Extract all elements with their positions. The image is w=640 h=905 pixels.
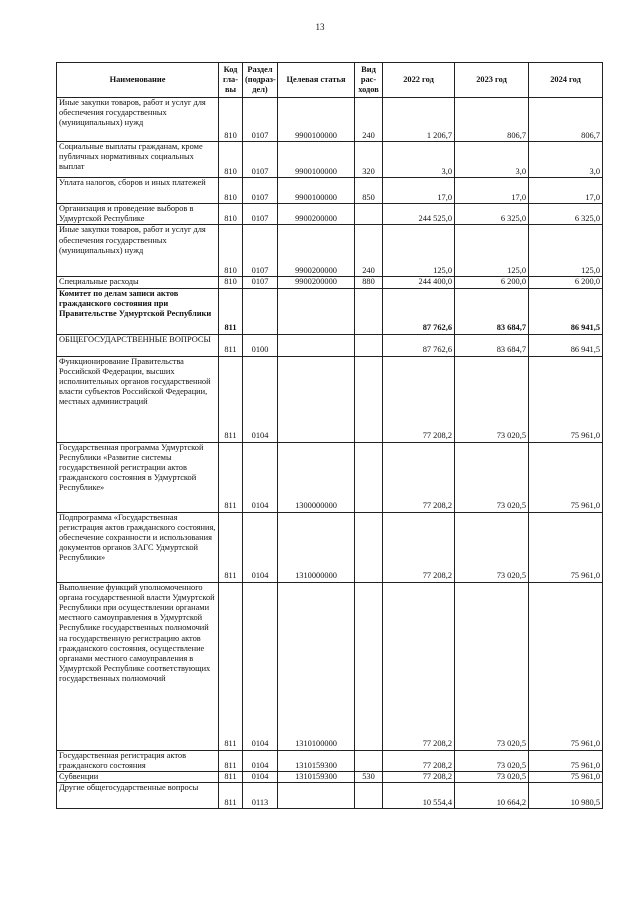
row-code: 811	[219, 582, 243, 750]
row-code: 810	[219, 225, 243, 277]
row-2024: 75 961,0	[529, 512, 603, 582]
row-section: 0104	[243, 750, 278, 771]
row-2022: 77 208,2	[383, 772, 455, 783]
table-row	[57, 750, 603, 771]
row-code: 811	[219, 783, 243, 809]
row-target: 9900100000	[278, 142, 355, 178]
row-2024: 75 961,0	[529, 356, 603, 442]
row-2024: 75 961,0	[529, 772, 603, 783]
table-row	[57, 356, 603, 442]
row-2023: 73 020,5	[455, 772, 529, 783]
row-name: Государственная регистрация актов гражданского состояния	[57, 750, 219, 771]
row-name: Другие общегосударственные вопросы	[57, 783, 219, 809]
row-2022: 77 208,2	[383, 582, 455, 750]
row-2022: 77 208,2	[383, 750, 455, 771]
header-name: Наименование	[57, 63, 219, 98]
row-2022: 87 762,6	[383, 334, 455, 356]
row-2022: 77 208,2	[383, 442, 455, 512]
row-2023: 10 664,2	[455, 783, 529, 809]
row-code: 810	[219, 178, 243, 204]
row-kind	[355, 204, 383, 225]
budget-table	[56, 62, 603, 809]
row-kind	[355, 512, 383, 582]
row-target: 9900200000	[278, 204, 355, 225]
row-kind: 240	[355, 98, 383, 142]
row-2022: 10 554,4	[383, 783, 455, 809]
row-2022: 17,0	[383, 178, 455, 204]
table-row	[57, 98, 603, 142]
header-2023: 2023 год	[455, 63, 529, 98]
row-2024: 17,0	[529, 178, 603, 204]
row-section: 0100	[243, 334, 278, 356]
row-2024: 86 941,5	[529, 334, 603, 356]
row-kind: 880	[355, 277, 383, 288]
row-target	[278, 356, 355, 442]
row-code: 810	[219, 277, 243, 288]
row-2024: 3,0	[529, 142, 603, 178]
row-name: Иные закупки товаров, работ и услуг для обеспечения государственных (муниципальных) нужд	[57, 98, 219, 142]
row-kind: 240	[355, 225, 383, 277]
row-section: 0113	[243, 783, 278, 809]
row-target	[278, 334, 355, 356]
table-row	[57, 142, 603, 178]
row-2024: 806,7	[529, 98, 603, 142]
row-kind	[355, 750, 383, 771]
row-name: Подпрограмма «Государственная регистрация актов гражданского состояния, обеспечение сохранности и использования документов органов ЗАГС Удмуртской Республики»	[57, 512, 219, 582]
row-2024: 10 980,5	[529, 783, 603, 809]
row-target: 9900200000	[278, 225, 355, 277]
row-2022: 244 400,0	[383, 277, 455, 288]
row-name: Субвенции	[57, 772, 219, 783]
row-kind	[355, 356, 383, 442]
header-kind: Вид рас- ходов	[355, 63, 383, 98]
row-kind	[355, 442, 383, 512]
row-2023: 73 020,5	[455, 582, 529, 750]
table-row	[57, 334, 603, 356]
row-kind: 850	[355, 178, 383, 204]
row-kind: 530	[355, 772, 383, 783]
row-2023: 83 684,7	[455, 334, 529, 356]
row-section: 0107	[243, 277, 278, 288]
row-target: 1310159300	[278, 750, 355, 771]
row-2022: 125,0	[383, 225, 455, 277]
row-2023: 73 020,5	[455, 512, 529, 582]
header-target: Целевая статья	[278, 63, 355, 98]
table-row	[57, 582, 603, 750]
row-2023: 806,7	[455, 98, 529, 142]
row-2024: 86 941,5	[529, 288, 603, 334]
row-code: 811	[219, 442, 243, 512]
row-code: 811	[219, 512, 243, 582]
row-2023: 83 684,7	[455, 288, 529, 334]
row-target: 1310100000	[278, 582, 355, 750]
row-2024: 75 961,0	[529, 750, 603, 771]
row-code: 810	[219, 98, 243, 142]
row-2023: 73 020,5	[455, 750, 529, 771]
table-header-row	[57, 63, 603, 98]
table-row	[57, 204, 603, 225]
table-body	[57, 98, 603, 809]
row-2023: 6 325,0	[455, 204, 529, 225]
header-2024: 2024 год	[529, 63, 603, 98]
row-2023: 3,0	[455, 142, 529, 178]
table-row	[57, 772, 603, 783]
row-code: 811	[219, 288, 243, 334]
row-code: 811	[219, 772, 243, 783]
row-section: 0104	[243, 356, 278, 442]
table-row	[57, 512, 603, 582]
row-2024: 125,0	[529, 225, 603, 277]
row-2023: 125,0	[455, 225, 529, 277]
row-kind: 320	[355, 142, 383, 178]
row-code: 810	[219, 142, 243, 178]
row-name: Уплата налогов, сборов и иных платежей	[57, 178, 219, 204]
row-section: 0107	[243, 98, 278, 142]
header-2022: 2022 год	[383, 63, 455, 98]
row-name: Организация и проведение выборов в Удмуртской Республике	[57, 204, 219, 225]
row-kind	[355, 582, 383, 750]
row-name: ОБЩЕГОСУДАРСТВЕННЫЕ ВОПРОСЫ	[57, 334, 219, 356]
row-2022: 87 762,6	[383, 288, 455, 334]
row-2024: 75 961,0	[529, 442, 603, 512]
row-target	[278, 288, 355, 334]
row-name: Функционирование Правительства Российской Федерации, высших исполнительных органов государственной власти субъектов Российской Федерации, местных администраций	[57, 356, 219, 442]
row-name: Специальные расходы	[57, 277, 219, 288]
row-2022: 244 525,0	[383, 204, 455, 225]
row-name: Социальные выплаты гражданам, кроме публичных нормативных социальных выплат	[57, 142, 219, 178]
row-target: 1300000000	[278, 442, 355, 512]
row-code: 810	[219, 204, 243, 225]
row-target: 9900100000	[278, 178, 355, 204]
row-target: 9900200000	[278, 277, 355, 288]
row-section: 0104	[243, 772, 278, 783]
row-kind	[355, 288, 383, 334]
row-kind	[355, 334, 383, 356]
row-section: 0104	[243, 512, 278, 582]
table-row	[57, 277, 603, 288]
table-row	[57, 178, 603, 204]
row-2024: 6 200,0	[529, 277, 603, 288]
header-section: Раздел (подраз- дел)	[243, 63, 278, 98]
row-2023: 17,0	[455, 178, 529, 204]
row-2023: 6 200,0	[455, 277, 529, 288]
row-section: 0107	[243, 204, 278, 225]
row-target: 1310000000	[278, 512, 355, 582]
row-2024: 6 325,0	[529, 204, 603, 225]
row-2022: 77 208,2	[383, 356, 455, 442]
row-section: 0107	[243, 142, 278, 178]
row-target: 1310159300	[278, 772, 355, 783]
row-name: Комитет по делам записи актов гражданского состояния при Правительстве Удмуртской Республики	[57, 288, 219, 334]
row-kind	[355, 783, 383, 809]
row-2022: 3,0	[383, 142, 455, 178]
row-target	[278, 783, 355, 809]
row-section: 0107	[243, 225, 278, 277]
row-name: Выполнение функций уполномоченного органа государственной власти Удмуртской Республики при осуществлении органами местного самоуправления в Удмуртской Республике государственных полномочий на государственную регистрацию актов гражданского состояния, осуществление органами местного самоуправления в Удмуртской Республике соответствующих государственных полномочий	[57, 582, 219, 750]
row-name: Иные закупки товаров, работ и услуг для обеспечения государственных (муниципальных) нужд	[57, 225, 219, 277]
row-target: 9900100000	[278, 98, 355, 142]
table-row	[57, 225, 603, 277]
row-2023: 73 020,5	[455, 356, 529, 442]
row-section: 0104	[243, 582, 278, 750]
row-code: 811	[219, 356, 243, 442]
row-2022: 77 208,2	[383, 512, 455, 582]
row-2023: 73 020,5	[455, 442, 529, 512]
row-2022: 1 206,7	[383, 98, 455, 142]
row-section: 0107	[243, 178, 278, 204]
row-name: Государственная программа Удмуртской Республики «Развитие системы государственной регистрации актов гражданского состояния в Удмуртской Республике»	[57, 442, 219, 512]
table-row	[57, 783, 603, 809]
row-code: 811	[219, 750, 243, 771]
row-section	[243, 288, 278, 334]
page-number: 13	[315, 22, 325, 32]
row-2024: 75 961,0	[529, 582, 603, 750]
header-code: Код гла- вы	[219, 63, 243, 98]
row-code: 811	[219, 334, 243, 356]
row-section: 0104	[243, 442, 278, 512]
table-row	[57, 442, 603, 512]
table-row	[57, 288, 603, 334]
